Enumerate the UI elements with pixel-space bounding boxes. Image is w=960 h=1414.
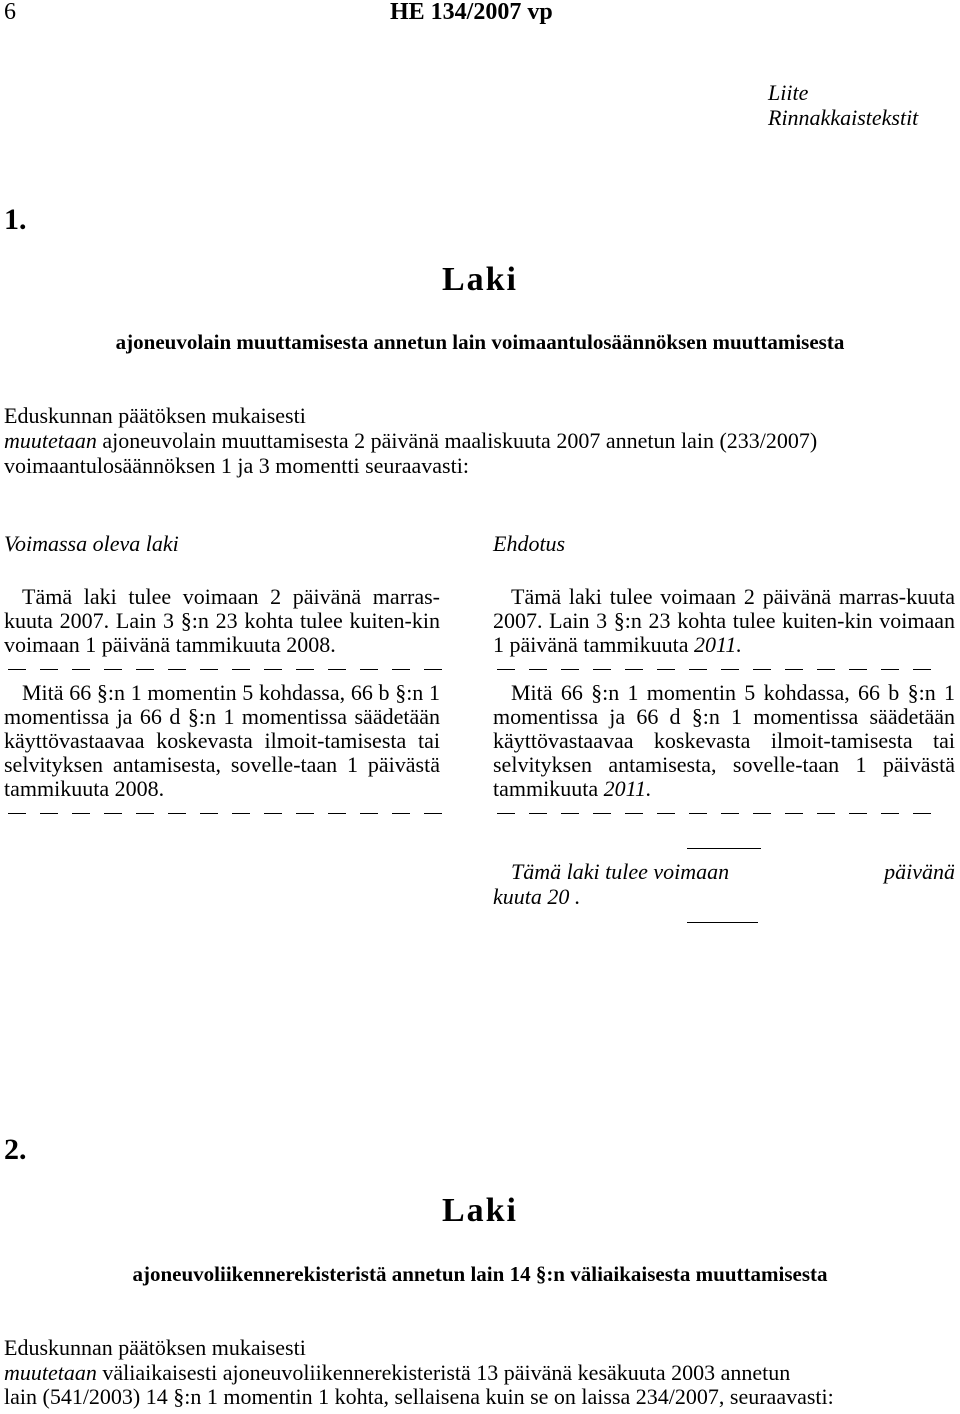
omission-dashes xyxy=(493,801,955,825)
current-para-1: Tämä laki tulee voimaan 2 päivänä marras-kuuta 2007. Lain 3 §:n 23 kohta tulee kuiten-kin voimaan 1 päivänä tammikuuta 2008. xyxy=(4,584,440,657)
proposal-para-1 xyxy=(493,585,955,657)
document-id: HE 134/2007 vp xyxy=(390,0,553,25)
page-number: 6 xyxy=(4,0,16,25)
amend-verb-2: muutetaan xyxy=(4,1360,97,1385)
proposal-year-2: 2011. xyxy=(603,776,652,801)
separator-rule xyxy=(687,922,758,923)
omission-dashes xyxy=(4,657,440,681)
preamble-1: Eduskunnan päätöksen mukaisesti xyxy=(4,403,306,428)
amend-verb-1: muutetaan xyxy=(4,428,97,453)
omission-dashes xyxy=(493,657,955,681)
column-current-law xyxy=(4,532,440,825)
proposal-para-1-text: Tämä laki tulee voimaan 2 päivänä marras-kuuta 2007. Lain 3 §:n 23 kohta tulee kuiten-kin voimaan 1 päivänä tammikuuta xyxy=(493,584,955,657)
omission-dashes xyxy=(4,801,440,825)
law-title-1: Laki xyxy=(441,261,519,298)
proposal-year-1: 2011. xyxy=(694,632,742,657)
column-proposal xyxy=(493,532,955,825)
amend-rest-2: väliaikaisesti ajoneuvoliikennerekisteristä 13 päivänä kesäkuuta 2003 annetun xyxy=(96,1360,791,1385)
entry-into-force-text: Tämä laki tulee voimaan xyxy=(511,859,730,884)
law-subtitle-2: ajoneuvoliikennerekisteristä annetun lain 14 §:n väliaikaisesta muuttamisesta xyxy=(132,1262,828,1286)
law-title-2: Laki xyxy=(441,1192,519,1229)
appendix-title: Liite xyxy=(768,80,809,105)
appendix-subtitle: Rinnakkaistekstit xyxy=(768,105,919,130)
entry-into-force-month: kuuta 20 . xyxy=(493,884,581,909)
proposal-para-2 xyxy=(493,681,955,801)
current-para-2: Mitä 66 §:n 1 momentin 5 kohdassa, 66 b §:n 1 momentissa ja 66 d §:n 1 momentissa säädetään käyttövastaavaa koskevasta ilmoit-tamisesta tai selvityksen antamisesta, sovelle-taan 1 päivästä tammikuuta 2008. xyxy=(4,680,440,801)
appendix-label xyxy=(768,80,918,130)
law-subtitle-1: ajoneuvolain muuttamisesta annetun lain voimaantulosäännöksen muuttamisesta xyxy=(115,330,845,354)
entry-into-force-line xyxy=(493,860,955,884)
column-heading-proposal: Ehdotus xyxy=(493,531,566,556)
section-number-2: 2. xyxy=(4,1133,27,1166)
separator-rule xyxy=(687,848,761,849)
section-number-1: 1. xyxy=(4,203,27,236)
entry-into-force-day: päivänä xyxy=(884,859,955,884)
column-heading-current: Voimassa oleva laki xyxy=(4,531,179,556)
proposal-para-2-text: Mitä 66 §:n 1 momentin 5 kohdassa, 66 b §:n 1 momentissa ja 66 d §:n 1 momentissa säädetään käyttövastaavaa koskevasta ilmoit-tamisesta tai selvityksen antamisesta, sovelle-taan 1 päivästä tammikuuta xyxy=(493,680,955,801)
amend-line-1b: voimaantulosäännöksen 1 ja 3 momentti seuraavasti: xyxy=(4,453,469,478)
amend-line-1 xyxy=(4,429,817,453)
amend-line-2b: lain (541/2003) 14 §:n 1 momentin 1 kohta, sellaisena kuin se on laissa 234/2007, seuraavasti: xyxy=(4,1384,834,1409)
amend-line-2 xyxy=(4,1361,956,1385)
preamble-2: Eduskunnan päätöksen mukaisesti xyxy=(4,1335,306,1360)
amend-rest-1: ajoneuvolain muuttamisesta 2 päivänä maaliskuuta 2007 annetun lain (233/2007) xyxy=(96,428,818,453)
